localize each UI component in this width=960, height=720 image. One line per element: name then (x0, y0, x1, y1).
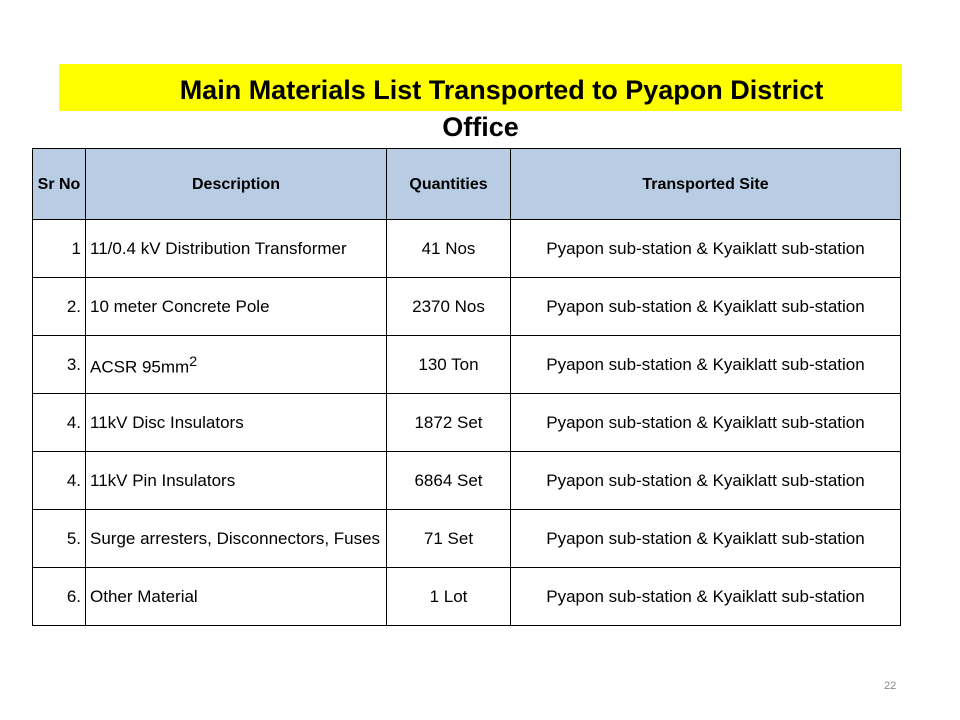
cell-description: 11kV Disc Insulators (86, 394, 387, 452)
page-title-line-1: Main Materials List Transported to Pyapon District (179, 75, 824, 105)
cell-description-text: ACSR 95mm (90, 357, 190, 377)
cell-quantity: 1872 Set (387, 394, 511, 452)
table-row (33, 568, 901, 626)
cell-site: Pyapon sub-station & Kyaiklatt sub-station (511, 336, 901, 394)
superscript-exponent: 2 (189, 353, 198, 370)
cell-description (86, 336, 387, 394)
cell-quantity: 41 Nos (387, 220, 511, 278)
header-description: Description (86, 149, 387, 220)
cell-sr-no: 1 (33, 220, 86, 278)
cell-description: Other Material (86, 568, 387, 626)
cell-site: Pyapon sub-station & Kyaiklatt sub-station (511, 568, 901, 626)
table-row (33, 278, 901, 336)
cell-sr-no: 4. (33, 394, 86, 452)
table-row (33, 452, 901, 510)
table-row (33, 394, 901, 452)
page-title-line-2: Office (442, 112, 519, 142)
cell-sr-no: 3. (33, 336, 86, 394)
materials-table (32, 148, 901, 626)
cell-site: Pyapon sub-station & Kyaiklatt sub-station (511, 278, 901, 336)
cell-quantity: 130 Ton (387, 336, 511, 394)
cell-quantity: 2370 Nos (387, 278, 511, 336)
page-title (59, 72, 902, 146)
cell-sr-no: 6. (33, 568, 86, 626)
cell-sr-no: 5. (33, 510, 86, 568)
cell-description: 11/0.4 kV Distribution Transformer (86, 220, 387, 278)
table-header-row (33, 149, 901, 220)
header-quantities: Quantities (387, 149, 511, 220)
page-number: 22 (884, 680, 897, 692)
cell-description: 10 meter Concrete Pole (86, 278, 387, 336)
cell-quantity: 1 Lot (387, 568, 511, 626)
cell-quantity: 6864 Set (387, 452, 511, 510)
cell-site: Pyapon sub-station & Kyaiklatt sub-station (511, 220, 901, 278)
table-row (33, 336, 901, 394)
cell-sr-no: 2. (33, 278, 86, 336)
cell-site: Pyapon sub-station & Kyaiklatt sub-station (511, 452, 901, 510)
header-transported-site: Transported Site (511, 149, 901, 220)
cell-quantity: 71 Set (387, 510, 511, 568)
table-row (33, 510, 901, 568)
cell-description: 11kV Pin Insulators (86, 452, 387, 510)
cell-site: Pyapon sub-station & Kyaiklatt sub-station (511, 510, 901, 568)
cell-description: Surge arresters, Disconnectors, Fuses (86, 510, 387, 568)
table-row (33, 220, 901, 278)
cell-sr-no: 4. (33, 452, 86, 510)
cell-site: Pyapon sub-station & Kyaiklatt sub-station (511, 394, 901, 452)
header-sr-no: Sr No (33, 149, 86, 220)
